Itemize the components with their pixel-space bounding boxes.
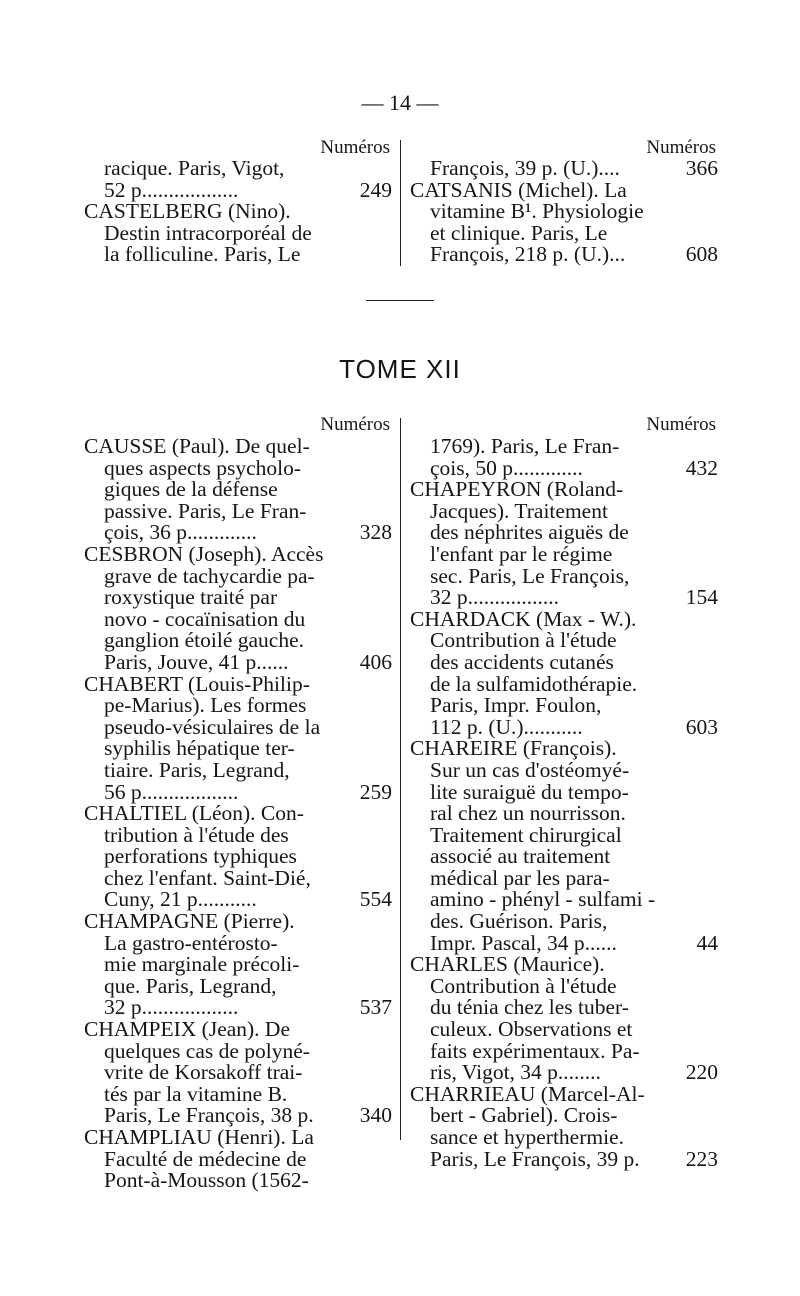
entry-text-line: amino - phényl - sulfami - xyxy=(430,887,656,912)
entry-text-line: médical par les para- xyxy=(430,865,610,890)
entry-text-line: culeux. Observations et xyxy=(430,1017,633,1042)
entry-text-line: Contribution à l'étude xyxy=(430,628,617,653)
entry-number: 406 xyxy=(359,649,392,674)
entry-text-line: vitamine B¹. Physiologie xyxy=(430,199,644,224)
entry-heading-line: CHARDACK (Max - W.). xyxy=(410,606,637,631)
column-divider-top xyxy=(400,140,401,266)
entry-number: 340 xyxy=(359,1103,392,1128)
index-entry xyxy=(410,479,716,609)
entry-number: 220 xyxy=(685,1060,718,1085)
entry-text-line: Impr. Pascal, 34 p...... xyxy=(430,930,617,955)
entry-text-line: Jacques). Traitement xyxy=(430,498,608,523)
entry-text-line: çois, 50 p............. xyxy=(430,455,583,480)
entry-text-line: ral chez un nourrisson. xyxy=(430,801,626,826)
index-entry xyxy=(410,606,718,739)
entry-text-line: 32 p.................. xyxy=(104,995,239,1020)
index-entry xyxy=(410,954,716,1084)
entry-text-line: des accidents cutanés xyxy=(430,649,614,674)
entry-number: 554 xyxy=(359,887,392,912)
index-column-top-left xyxy=(84,158,390,266)
entry-heading-line: CHAMPEIX (Jean). De xyxy=(84,1017,291,1042)
index-entry xyxy=(84,158,390,201)
entry-text-line: tiaire. Paris, Legrand, xyxy=(104,757,290,782)
entry-number: 608 xyxy=(685,242,718,267)
numeros-header-left-2: Numéros xyxy=(320,414,390,435)
page-number: — 14 — xyxy=(361,90,439,115)
entry-heading-line: CHARRIEAU (Marcel-Al- xyxy=(410,1081,645,1106)
entry-number: 249 xyxy=(359,177,392,202)
entry-number: 328 xyxy=(359,520,392,545)
tome-title: TOME XII xyxy=(339,354,461,384)
entry-text-line: Pont-à-Mousson (1562- xyxy=(104,1168,309,1193)
entry-text-line: que. Paris, Legrand, xyxy=(104,973,277,998)
entry-text-line: 52 p.................. xyxy=(104,177,239,202)
entry-text-line: Destin intracorporéal de xyxy=(104,220,312,245)
entry-text-line: perforations typhiques xyxy=(104,844,297,869)
entry-heading-line: CHABERT (Louis-Philip- xyxy=(84,671,310,696)
entry-text-line: des néphrites aiguës de xyxy=(430,520,629,545)
entry-text-line: associé au traitement xyxy=(430,844,611,869)
entry-heading-line: CHARLES (Maurice). xyxy=(410,952,605,977)
entry-text-line: La gastro-entérosto- xyxy=(104,930,278,955)
numeros-header-left: Numéros xyxy=(320,137,390,158)
entry-heading-line: CATSANIS (Michel). La xyxy=(410,177,627,202)
entry-text-line: roxystique traité par xyxy=(104,585,278,610)
index-entry xyxy=(84,541,392,674)
entry-text-line: ganglion étoilé gauche. xyxy=(104,628,304,653)
entry-text-line: Sur un cas d'ostéomyé- xyxy=(430,757,630,782)
entry-text-line: pe-Marius). Les formes xyxy=(104,693,307,718)
entry-text-line: sec. Paris, Le François, xyxy=(430,563,630,588)
entry-text-line: Paris, Le François, 38 p. xyxy=(104,1103,314,1128)
entry-number: 223 xyxy=(685,1146,718,1171)
entry-heading-line: CHAREIRE (François). xyxy=(410,736,617,761)
entry-text-line: de la sulfamidothérapie. xyxy=(430,671,638,696)
entry-text-line: Paris, Le François, 39 p. xyxy=(430,1146,640,1171)
index-entry xyxy=(84,911,390,1019)
entry-heading-line: CESBRON (Joseph). Accès xyxy=(84,541,324,566)
entry-number: 259 xyxy=(359,779,392,804)
index-entry xyxy=(84,1019,390,1127)
entry-heading-line: CAUSSE (Paul). De quel- xyxy=(84,434,310,458)
entry-text-line: 1769). Paris, Le Fran- xyxy=(430,434,620,458)
numeros-header-right: Numéros xyxy=(646,137,716,158)
entry-number: 44 xyxy=(696,930,718,955)
entry-text-line: mie marginale précoli- xyxy=(104,952,300,977)
entry-text-line: passive. Paris, Le Fran- xyxy=(104,498,307,523)
entry-heading-line: CHAMPLIAU (Henri). La xyxy=(84,1125,314,1149)
index-column-bottom-right xyxy=(410,436,716,1170)
entry-text-line: racique. Paris, Vigot, xyxy=(104,156,285,180)
entry-text-line: sance et hyperthermie. xyxy=(430,1125,625,1149)
section-separator xyxy=(366,300,434,301)
entry-text-line: François, 218 p. (U.)... xyxy=(430,242,626,267)
entry-heading-line: CHAMPAGNE (Pierre). xyxy=(84,909,295,934)
entry-text-line: syphilis hépatique ter- xyxy=(104,736,295,761)
entry-text-line: lite suraiguë du tempo- xyxy=(430,779,629,804)
entry-text-line: faits expérimentaux. Pa- xyxy=(430,1038,640,1063)
entry-text-line: Traitement chirurgical xyxy=(430,822,622,847)
column-divider-bottom xyxy=(400,418,401,1140)
entry-text-line: tés par la vitamine B. xyxy=(104,1081,288,1106)
entry-text-line: çois, 36 p............. xyxy=(104,520,257,545)
index-column-bottom-left xyxy=(84,436,390,1192)
entry-text-line: chez l'enfant. Saint-Dié, xyxy=(104,865,311,890)
entry-text-line: quelques cas de polyné- xyxy=(104,1038,310,1063)
entry-text-line: ris, Vigot, 34 p........ xyxy=(430,1060,601,1085)
entry-number: 432 xyxy=(685,455,718,480)
index-entry xyxy=(410,436,716,479)
index-entry xyxy=(84,803,390,911)
entry-text-line: l'enfant par le régime xyxy=(430,541,613,566)
entry-number: 154 xyxy=(685,585,718,610)
entry-text-line: des. Guérison. Paris, xyxy=(430,909,608,934)
index-entry xyxy=(410,738,716,954)
index-entry xyxy=(410,177,718,267)
entry-text-line: et clinique. Paris, Le xyxy=(430,220,608,245)
entry-heading-line: CHAPEYRON (Roland- xyxy=(410,477,624,502)
entry-text-line: 56 p.................. xyxy=(104,779,239,804)
entry-text-line: Cuny, 21 p........... xyxy=(104,887,257,912)
entry-text-line: Paris, Jouve, 41 p...... xyxy=(104,649,289,674)
entry-text-line: grave de tachycardie pa- xyxy=(104,563,315,588)
entry-text-line: du ténia chez les tuber- xyxy=(430,995,629,1020)
entry-number: 537 xyxy=(359,995,392,1020)
numeros-header-right-2: Numéros xyxy=(646,414,716,435)
index-entry xyxy=(84,1127,390,1192)
entry-text-line: 32 p................. xyxy=(430,585,559,610)
entry-number: 366 xyxy=(685,156,718,180)
entry-text-line: bert - Gabriel). Crois- xyxy=(430,1103,618,1128)
entry-text-line: 112 p. (U.)........... xyxy=(430,714,583,739)
entry-number: 603 xyxy=(685,714,718,739)
entry-text-line: pseudo-vésiculaires de la xyxy=(104,714,321,739)
index-entry xyxy=(410,158,716,180)
entry-text-line: tribution à l'étude des xyxy=(104,822,289,847)
entry-text-line: vrite de Korsakoff trai- xyxy=(104,1060,303,1085)
entry-text-line: la folliculine. Paris, Le xyxy=(104,242,301,267)
index-entry xyxy=(84,671,392,804)
entry-text-line: Paris, Impr. Foulon, xyxy=(430,693,602,718)
entry-text-line: novo - cocaïnisation du xyxy=(104,606,306,631)
entry-text-line: François, 39 p. (U.).... xyxy=(430,156,620,180)
index-entry xyxy=(84,201,390,266)
entry-text-line: ques aspects psycholo- xyxy=(104,455,302,480)
entry-heading-line: CASTELBERG (Nino). xyxy=(84,199,291,224)
entry-heading-line: CHALTIEL (Léon). Con- xyxy=(84,801,304,826)
index-entry xyxy=(410,1081,718,1171)
entry-text-line: giques de la défense xyxy=(104,477,278,502)
index-column-top-right xyxy=(410,158,716,266)
entry-text-line: Faculté de médecine de xyxy=(104,1146,307,1171)
entry-text-line: Contribution à l'étude xyxy=(430,973,617,998)
index-entry xyxy=(84,436,390,544)
